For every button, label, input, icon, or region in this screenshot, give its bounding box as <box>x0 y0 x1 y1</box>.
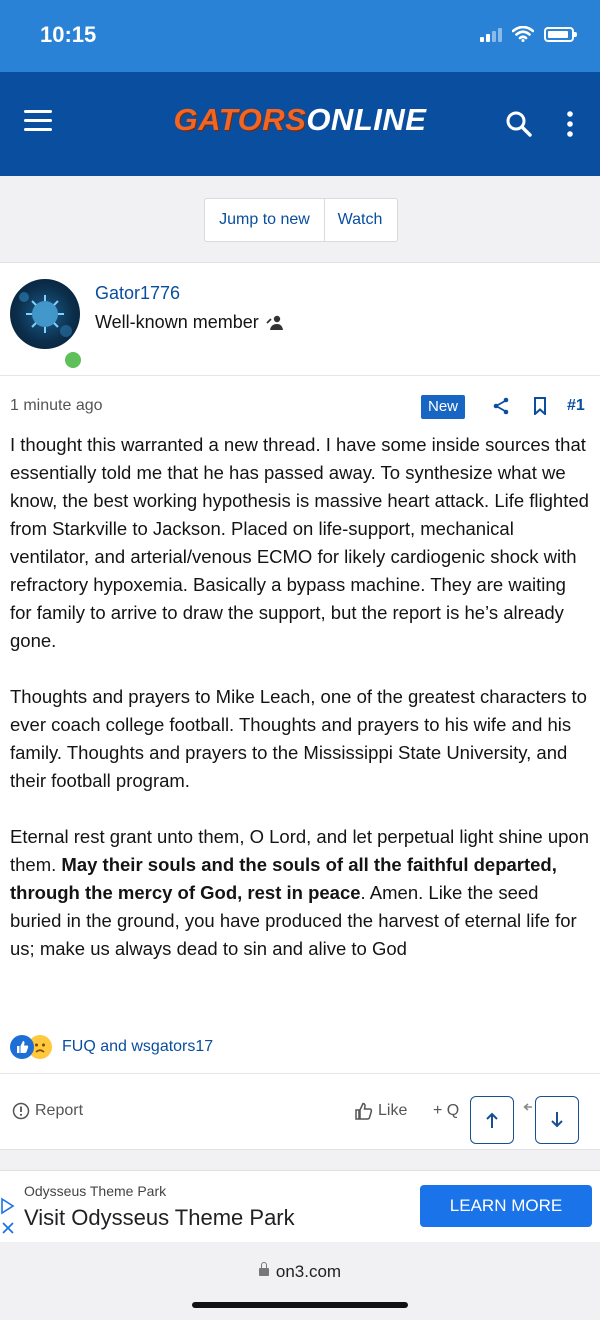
battery-icon <box>544 27 574 42</box>
scroll-down-button[interactable] <box>535 1096 579 1144</box>
username-link[interactable]: Gator1776 <box>95 283 181 303</box>
prayer-text-end: . Amen. Like the seed buried in the ground, you have produced the harvest of eternal life for us; make us always dead to sin and alive to God <box>10 882 577 959</box>
post-author <box>0 263 600 376</box>
ad-advertiser: Odysseus Theme Park <box>24 1183 167 1199</box>
cellular-signal-icon <box>480 26 502 42</box>
prayer-text-bold: May their souls and the souls of all the faithful departed, through the mercy of God, rest in peace <box>10 854 557 903</box>
post-paragraph <box>10 823 590 963</box>
share-icon[interactable] <box>492 397 510 415</box>
status-time: 10:15 <box>40 22 97 47</box>
like-label: Like <box>378 1102 408 1119</box>
reply-icon[interactable] <box>520 1102 534 1122</box>
post-paragraph: Thoughts and prayers to Mike Leach, one of the greatest characters to ever coach college football. Thoughts and prayers to his wife and his family. Thoughts and prayers to the Mississippi State University, and their football program. <box>10 686 587 791</box>
ad-choices-icon[interactable] <box>0 1197 16 1237</box>
url-display[interactable] <box>0 1262 600 1282</box>
thumbs-up-icon <box>354 1102 374 1120</box>
post-actions <box>0 1073 600 1150</box>
more-options-icon[interactable] <box>560 110 580 138</box>
report-icon <box>12 1102 30 1120</box>
post <box>0 262 600 1150</box>
watch-button[interactable]: Watch <box>325 199 395 241</box>
online-status-icon <box>62 349 84 371</box>
jump-to-new-button[interactable]: Jump to new <box>205 199 325 241</box>
thread-nav <box>204 198 398 242</box>
reaction-users[interactable]: FUQ and wsgators17 <box>62 1038 214 1055</box>
learn-more-button[interactable]: LEARN MORE <box>420 1185 592 1227</box>
logo-gators: GATORS <box>173 102 307 137</box>
ad-banner[interactable] <box>0 1170 600 1243</box>
reactions-bar[interactable] <box>10 1033 213 1061</box>
post-body <box>10 431 590 991</box>
new-badge: New <box>421 395 465 419</box>
bookmark-icon[interactable] <box>533 397 547 415</box>
avatar[interactable] <box>10 279 80 349</box>
scroll-up-button[interactable] <box>470 1096 514 1144</box>
like-button[interactable] <box>354 1102 407 1120</box>
logo-online: ONLINE <box>306 102 427 137</box>
report-label: Report <box>35 1102 84 1119</box>
arrow-up-icon <box>471 1097 513 1143</box>
post-paragraph: I thought this warranted a new thread. I have some inside sources that essentially told me that he has passed away. To synthesize what we know, the best working hypothesis is massive heart attack. Life flighted from Starkville to Jackson. Placed on life-support, mechanical ventilator, and arterial/venous ECMO for likely cardiogenic shock with refractory hypoxemia. Basically a bypass machine. They are waiting for family to arrive to draw the support, but the report is he’s already gone. <box>10 434 589 651</box>
url-text: on3.com <box>275 1262 342 1281</box>
status-icons <box>480 26 574 42</box>
report-button[interactable] <box>12 1102 83 1120</box>
arrow-down-icon <box>536 1097 578 1143</box>
wifi-icon <box>512 26 534 42</box>
site-header <box>0 72 600 176</box>
lock-icon <box>259 1268 269 1276</box>
search-icon[interactable] <box>505 110 533 138</box>
like-reaction-icon <box>10 1035 34 1059</box>
member-badge-icon <box>265 314 285 332</box>
post-timestamp[interactable]: 1 minute ago <box>10 397 103 414</box>
ad-headline[interactable]: Visit Odysseus Theme Park <box>24 1205 295 1230</box>
prayer-text-start: Eternal rest grant unto them, O Lord, and let perpetual light shine upon them. <box>10 826 590 875</box>
post-number[interactable]: #1 <box>567 397 585 414</box>
quote-button[interactable]: + Q <box>433 1102 460 1119</box>
home-indicator[interactable] <box>192 1302 408 1308</box>
status-bar <box>0 0 600 72</box>
post-meta <box>0 375 600 425</box>
browser-url-bar[interactable] <box>0 1242 600 1320</box>
virus-avatar-image <box>10 279 80 349</box>
user-title <box>95 312 285 333</box>
user-title-text: Well-known member <box>95 312 259 332</box>
